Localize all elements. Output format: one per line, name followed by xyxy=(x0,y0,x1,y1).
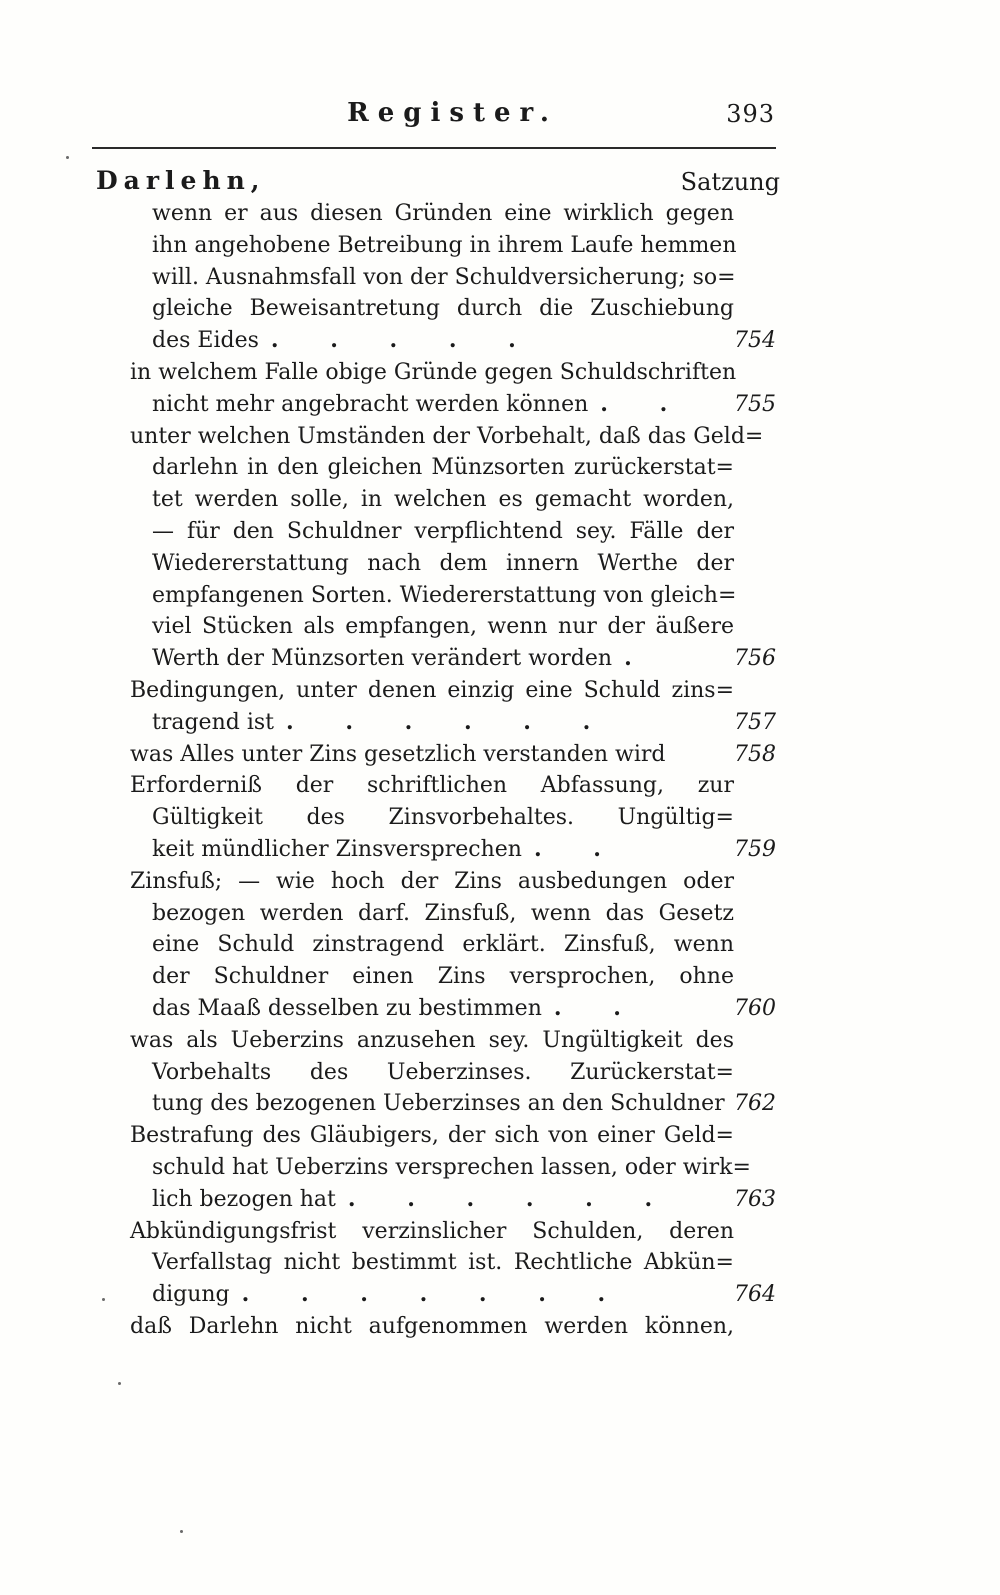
page-reference: 763 xyxy=(734,1186,776,1212)
page-reference: 756 xyxy=(734,646,776,672)
index-line xyxy=(96,1247,776,1279)
dot-leaders: . . xyxy=(533,835,623,862)
index-line xyxy=(96,802,776,834)
page-reference: 757 xyxy=(734,709,776,735)
dot-leaders: . . xyxy=(553,994,643,1021)
index-line xyxy=(96,1311,776,1343)
index-line-text: keit mündlicher Zinsversprechen xyxy=(152,836,522,862)
dot-leaders: . . xyxy=(600,390,690,417)
index-line-text: — für den Schuldner verpflichtend sey. Fälle der xyxy=(152,518,734,544)
paper-speck xyxy=(102,1298,105,1301)
index-line xyxy=(96,1216,776,1248)
index-line xyxy=(96,675,776,707)
page-reference: 755 xyxy=(734,391,776,417)
dot-leaders: . . . . . xyxy=(270,327,538,354)
index-line-text: Abkündigungsfrist verzinslicher Schulden, deren xyxy=(130,1218,734,1244)
index-line-text: tet werden solle, in welchen es gemacht worden, xyxy=(152,487,734,513)
index-line xyxy=(96,548,776,580)
index-line xyxy=(96,389,776,421)
index-line-text: will. Ausnahmsfall von der Schuldversicherung; so= xyxy=(152,264,736,290)
dot-leaders: . . . . . . xyxy=(286,708,613,735)
index-line-text: Erforderniß der schriftlichen Abfassung, zur xyxy=(130,773,734,799)
index-line-text: Wiedererstattung nach dem innern Werthe der xyxy=(152,550,734,576)
index-line-text: wenn er aus diesen Gründen eine wirklich gegen xyxy=(152,201,734,226)
page-number: 393 xyxy=(726,100,775,128)
page-reference: 760 xyxy=(734,995,776,1021)
index-line xyxy=(96,707,776,739)
index-line-text: das Maaß desselben zu bestimmen xyxy=(152,995,542,1021)
index-line-text: Verfallstag nicht bestimmt ist. Rechtliche Abkün= xyxy=(152,1250,734,1276)
index-line-text: darlehn in den gleichen Münzsorten zurückerstat= xyxy=(152,455,734,481)
index-line xyxy=(96,357,776,389)
entry-term: Darlehn, xyxy=(96,166,266,195)
index-line xyxy=(96,898,776,930)
index-line-text: in welchem Falle obige Gründe gegen Schuldschriften xyxy=(130,359,737,385)
index-line xyxy=(96,293,776,325)
page-title: Register. xyxy=(347,98,558,128)
index-line xyxy=(96,929,776,961)
index-line xyxy=(96,611,776,643)
index-line-text: bezogen werden darf. Zinsfuß, wenn das Gesetz xyxy=(152,900,734,926)
page-reference: 762 xyxy=(734,1091,776,1117)
index-line-text: daß Darlehn nicht aufgenommen werden können, xyxy=(130,1313,734,1339)
index-line-text: tragend ist xyxy=(152,709,274,735)
index-line-text: unter welchen Umständen der Vorbehalt, daß das Geld= xyxy=(130,423,764,449)
index-line xyxy=(96,961,776,993)
index-line xyxy=(96,421,776,453)
index-line-text: Gültigkeit des Zinsvorbehaltes. Ungültig= xyxy=(152,805,734,831)
index-line-text: der Schuldner einen Zins versprochen, ohne xyxy=(152,964,734,990)
index-line-text: was als Ueberzins anzusehen sey. Ungültigkeit des xyxy=(130,1027,734,1053)
paper-speck xyxy=(180,1530,183,1533)
index-line xyxy=(96,1184,776,1216)
index-line-text: empfangenen Sorten. Wiedererstattung von gleich= xyxy=(152,582,737,608)
dot-leaders: . . . . . . xyxy=(347,1185,675,1212)
index-line xyxy=(96,739,776,771)
running-head xyxy=(130,96,775,136)
index-line xyxy=(96,452,776,484)
index-line xyxy=(96,1025,776,1057)
index-line xyxy=(96,1057,776,1089)
index-line-text: digung xyxy=(152,1282,230,1308)
index-line-text: lich bezogen hat xyxy=(152,1186,336,1212)
entry-heading xyxy=(96,166,780,198)
entry-lines xyxy=(96,198,776,1343)
index-line xyxy=(96,230,776,262)
dot-leaders: . . . . . . . xyxy=(241,1281,628,1308)
index-line-text: Bedingungen, unter denen einzig eine Schuld zins= xyxy=(130,677,734,703)
index-line xyxy=(96,484,776,516)
index-line xyxy=(96,1152,776,1184)
index-line-text: ihn angehobene Betreibung in ihrem Laufe hemmen xyxy=(152,232,737,258)
index-line-text: des Eides xyxy=(152,328,259,354)
index-line-text: gleiche Beweisantretung durch die Zuschiebung xyxy=(152,296,734,322)
index-line-text: Vorbehalts des Ueberzinses. Zurückerstat= xyxy=(152,1059,734,1085)
header-rule xyxy=(92,147,776,149)
index-line-text: viel Stücken als empfangen, wenn nur der äußere xyxy=(152,614,734,640)
index-line xyxy=(96,1120,776,1152)
catchword: Satzung xyxy=(680,168,780,196)
page-reference: 764 xyxy=(734,1282,776,1308)
index-line xyxy=(96,834,776,866)
index-line xyxy=(96,325,776,357)
paper-speck xyxy=(118,1382,121,1385)
index-line xyxy=(96,770,776,802)
index-line-text: Werth der Münzsorten verändert worden xyxy=(152,646,613,672)
index-line xyxy=(96,993,776,1025)
index-line xyxy=(96,866,776,898)
index-line xyxy=(96,1088,776,1120)
index-line-text: nicht mehr angebracht werden können xyxy=(152,391,589,417)
page-reference: 759 xyxy=(734,836,776,862)
index-line xyxy=(96,198,776,230)
page-reference: 754 xyxy=(734,328,776,354)
index-line-text: was Alles unter Zins gesetzlich verstanden wird xyxy=(130,741,666,767)
index-line xyxy=(96,580,776,612)
paper-speck xyxy=(66,156,69,159)
index-line-text: Zinsfuß; — wie hoch der Zins ausbedungen oder xyxy=(130,868,734,894)
index-line xyxy=(96,262,776,294)
index-line-text: tung des bezogenen Ueberzinses an den Schuldner xyxy=(152,1091,725,1117)
index-line-text: eine Schuld zinstragend erklärt. Zinsfuß, wenn xyxy=(152,932,734,958)
index-line xyxy=(96,643,776,675)
index-line xyxy=(96,1279,776,1311)
dot-leaders: . xyxy=(624,645,654,672)
index-line-text: Bestrafung des Gläubigers, der sich von einer Geld= xyxy=(130,1123,734,1149)
index-line-text: schuld hat Ueberzins versprechen lassen, oder wirk= xyxy=(152,1154,751,1180)
index-body xyxy=(96,166,780,1343)
index-line xyxy=(96,516,776,548)
page-reference: 758 xyxy=(734,741,776,767)
